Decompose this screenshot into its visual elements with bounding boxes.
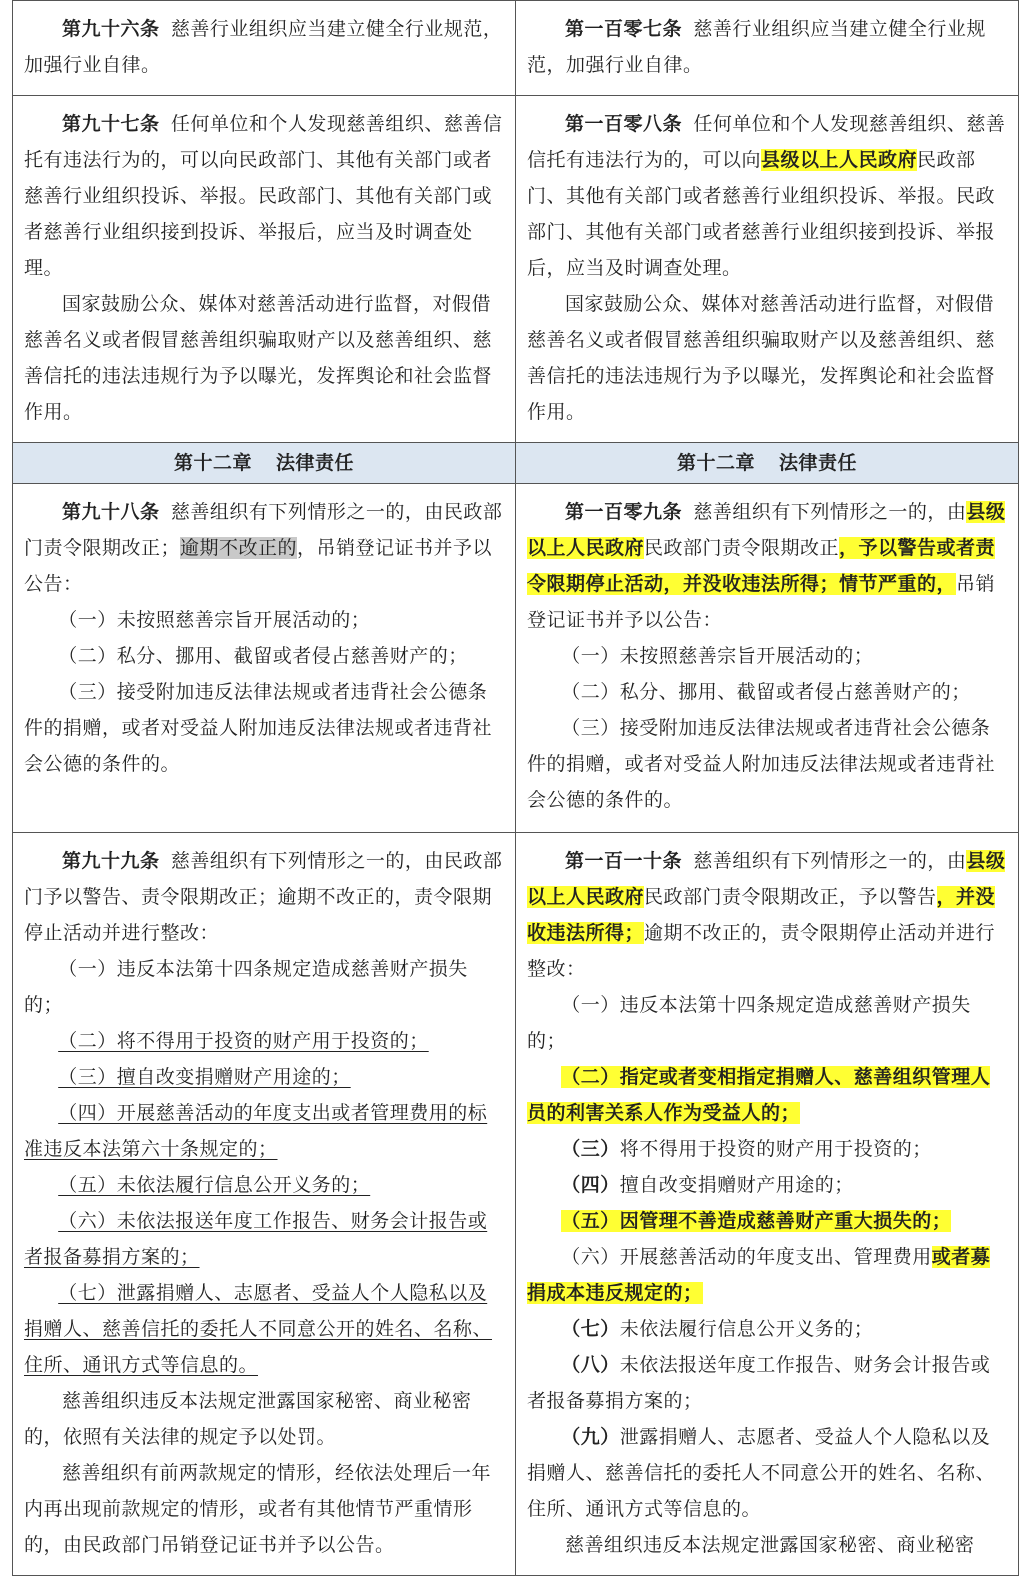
table-row [13, 96, 1019, 443]
new-law-cell [516, 833, 1019, 1576]
chapter-heading-new: 第十二章 法律责任 [516, 443, 1019, 484]
underlined-text: （七）泄露捐赠人、志愿者、受益人个人隐私以及捐赠人、慈善信托的委托人不同意公开的姓名、名称、住所、通讯方式等信息的。 [24, 1282, 493, 1376]
old-law-cell [13, 96, 516, 443]
list-item: （二）私分、挪用、截留或者侵占慈善财产的； [561, 681, 971, 703]
article-number: 第一百零七条 [565, 18, 683, 40]
new-law-cell [516, 96, 1019, 443]
list-item: （四）擅自改变捐赠财产用途的； [561, 1174, 854, 1196]
old-law-cell [13, 1, 516, 96]
list-item: （一）未按照慈善宗旨开展活动的； [561, 645, 874, 667]
list-item [24, 1167, 505, 1203]
article-paragraph: 第九十六条 慈善行业组织应当建立健全行业规范，加强行业自律。 [24, 18, 503, 76]
article-paragraph: 国家鼓励公众、媒体对慈善活动进行监督，对假借慈善名义或者假冒慈善组织骗取财产以及慈善组织、慈善信托的违法违规行为予以曝光，发挥舆论和社会监督作用。 [527, 293, 996, 423]
article-paragraph: 第一百一十条 慈善组织有下列情形之一的，由县级以上人民政府民政部门责令限期改正，予以警告，并没收违法所得；逾期不改正的，责令限期停止活动并进行整改： [527, 850, 1006, 980]
list-item [24, 1275, 505, 1383]
article-paragraph: 第一百零七条 慈善行业组织应当建立健全行业规范，加强行业自律。 [527, 18, 986, 76]
article-number: 第一百一十条 [565, 850, 683, 872]
list-item: （一）未按照慈善宗旨开展活动的； [58, 609, 371, 631]
list-item: （一）违反本法第十四条规定造成慈善财产损失的； [24, 958, 468, 1016]
list-item: （一）违反本法第十四条规定造成慈善财产损失的； [527, 994, 971, 1052]
article-paragraph: 第一百零八条 任何单位和个人发现慈善组织、慈善信托有违法行为的，可以向县级以上人民政府民政部门、其他有关部门或者慈善行业组织投诉、举报。民政部门、其他有关部门或者慈善行业组织接到投诉、举报后，应当及时调查处理。 [527, 113, 1006, 279]
underlined-text: （三）擅自改变捐赠财产用途的； [58, 1066, 351, 1088]
article-number: 第一百零八条 [565, 113, 683, 135]
gray-marked-text: 逾期不改正的 [180, 537, 298, 559]
article-number: 第九十九条 [62, 850, 160, 872]
highlight-added-text: 县级以上人民政府 [761, 149, 918, 171]
article-number: 第一百零九条 [565, 501, 683, 523]
list-item: （九）泄露捐赠人、志愿者、受益人个人隐私以及捐赠人、慈善信托的委托人不同意公开的姓名、名称、住所、通讯方式等信息的。 [527, 1426, 996, 1520]
list-item: （七）未依法履行信息公开义务的； [561, 1318, 874, 1340]
list-item [527, 1203, 1008, 1239]
chapter-header-row [13, 443, 1019, 484]
highlight-added-text: 县级以上人民政府 [527, 501, 1006, 559]
new-law-cell [516, 1, 1019, 96]
article-paragraph: 慈善组织违反本法规定泄露国家秘密、商业秘密 [565, 1534, 975, 1556]
highlight-added-text: （五）因管理不善造成慈善财产重大损失的； [561, 1210, 952, 1232]
list-item [24, 1059, 505, 1095]
new-law-cell [516, 484, 1019, 833]
highlight-added-text: 或者募捐成本违反规定的； [527, 1246, 991, 1304]
list-item: （三）接受附加违反法律法规或者违背社会公德条件的捐赠，或者对受益人附加违反法律法规或者违背社会公德的条件的。 [527, 717, 996, 811]
list-item [24, 1023, 505, 1059]
list-item [527, 1059, 1008, 1131]
highlight-added-text: 县级以上人民政府 [527, 850, 1006, 908]
old-law-cell [13, 484, 516, 833]
article-paragraph: 第九十八条 慈善组织有下列情形之一的，由民政部门责令限期改正；逾期不改正的，吊销登记证书并予以公告： [24, 501, 503, 595]
chapter-heading-old: 第十二章 法律责任 [13, 443, 516, 484]
law-comparison-document [12, 0, 1018, 1556]
list-item: （六）开展慈善活动的年度支出、管理费用或者募捐成本违反规定的； [527, 1246, 991, 1304]
list-item [24, 1203, 505, 1275]
highlight-added-text: ，予以警告或者责令限期停止活动，并没收违法所得；情节严重的， [527, 537, 996, 595]
article-number: 第九十八条 [62, 501, 160, 523]
list-item: （二）私分、挪用、截留或者侵占慈善财产的； [58, 645, 468, 667]
article-paragraph: 慈善组织有前两款规定的情形，经依法处理后一年内再出现前款规定的情形，或者有其他情节严重情形的，由民政部门吊销登记证书并予以公告。 [24, 1462, 492, 1556]
list-item [24, 1095, 505, 1167]
highlight-added-text: ，并没收违法所得； [527, 886, 996, 944]
highlight-added-text: （二）指定或者变相指定捐赠人、慈善组织管理人员的利害关系人作为受益人的； [527, 1066, 991, 1124]
article-paragraph: 第九十七条 任何单位和个人发现慈善组织、慈善信托有违法行为的，可以向民政部门、其他有关部门或者慈善行业组织投诉、举报。民政部门、其他有关部门或者慈善行业组织接到投诉、举报后，应当及时调查处理。 [24, 113, 503, 279]
article-paragraph: 第一百零九条 慈善组织有下列情形之一的，由县级以上人民政府民政部门责令限期改正，予以警告或者责令限期停止活动，并没收违法所得；情节严重的，吊销登记证书并予以公告： [527, 501, 1006, 631]
article-paragraph: 第九十九条 慈善组织有下列情形之一的，由民政部门予以警告、责令限期改正；逾期不改正的，责令限期停止活动并进行整改： [24, 850, 503, 944]
underlined-text: （六）未依法报送年度工作报告、财务会计报告或者报备募捐方案的； [24, 1210, 488, 1268]
article-paragraph: 慈善组织违反本法规定泄露国家秘密、商业秘密的，依照有关法律的规定予以处罚。 [24, 1390, 472, 1448]
underlined-text: （四）开展慈善活动的年度支出或者管理费用的标准违反本法第六十条规定的； [24, 1102, 488, 1160]
table-row [13, 833, 1019, 1576]
comparison-table [12, 0, 1019, 1576]
article-number: 第九十六条 [62, 18, 160, 40]
underlined-text: （五）未依法履行信息公开义务的； [58, 1174, 371, 1196]
list-item: （三）将不得用于投资的财产用于投资的； [561, 1138, 932, 1160]
underlined-text: （二）将不得用于投资的财产用于投资的； [58, 1030, 429, 1052]
article-number: 第九十七条 [62, 113, 160, 135]
article-paragraph: 国家鼓励公众、媒体对慈善活动进行监督，对假借慈善名义或者假冒慈善组织骗取财产以及慈善组织、慈善信托的违法违规行为予以曝光，发挥舆论和社会监督作用。 [24, 293, 493, 423]
list-item: （八）未依法报送年度工作报告、财务会计报告或者报备募捐方案的； [527, 1354, 991, 1412]
table-row [13, 1, 1019, 96]
table-row [13, 484, 1019, 833]
list-item: （三）接受附加违反法律法规或者违背社会公德条件的捐赠，或者对受益人附加违反法律法规或者违背社会公德的条件的。 [24, 681, 493, 775]
old-law-cell [13, 833, 516, 1576]
